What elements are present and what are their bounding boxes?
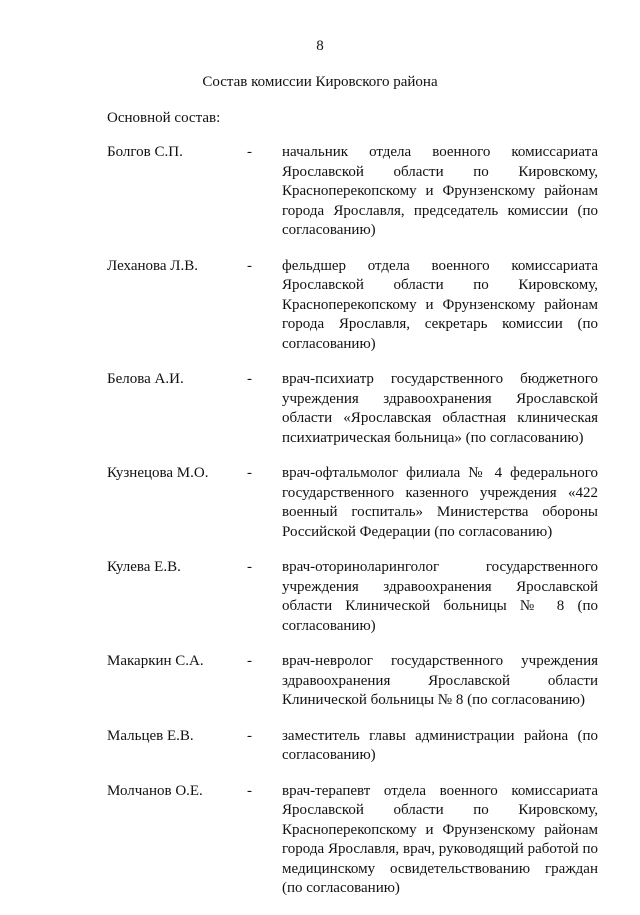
member-name: Болгов С.П.	[107, 144, 183, 160]
member-dash: -	[247, 727, 252, 744]
member-role: фельдшер отдела военного комиссариата Ярославской области по Кировскому, Красноперекопскому и Фрунзенскому районам города Ярославля, секретарь комиссии (по согласованию)	[282, 257, 598, 352]
member-dash: -	[247, 144, 252, 160]
member-row	[107, 143, 607, 241]
member-dash: -	[247, 559, 252, 575]
member-role: врач-терапевт отдела военного комиссариата Ярославской области по Кировскому, Красноперекопскому и Фрунзенскому районам города Ярославля, врач, руководящий работой по медицинскому освидетельствованию граждан (по согласованию)	[282, 782, 598, 896]
document-title: Состав комиссии Кировского района	[202, 74, 438, 90]
member-name: Молчанов О.Е.	[107, 782, 203, 799]
member-row	[107, 782, 607, 899]
member-row	[107, 652, 607, 711]
member-role: врач-невролог государственного учреждения здравоохранения Ярославской области Клинической больницы № 8 (по согласованию)	[282, 653, 598, 708]
member-row	[107, 464, 607, 542]
member-name: Кулева Е.В.	[107, 559, 181, 575]
member-dash: -	[247, 653, 252, 669]
member-list	[107, 143, 607, 915]
member-dash: -	[247, 465, 252, 481]
member-role: врач-оториноларинголог государственного учреждения здравоохранения Ярославской области Клинической больницы № 8 (по согласованию)	[282, 559, 598, 634]
member-name: Мальцев Е.В.	[107, 727, 194, 744]
member-row	[107, 727, 607, 766]
member-role: врач-психиатр государственного бюджетного учреждения здравоохранения Ярославской области «Ярославская областная клиническая психиатрическая больница» (по согласованию)	[282, 371, 598, 446]
member-name: Макаркин С.А.	[107, 653, 204, 669]
member-row	[107, 558, 607, 636]
member-role: заместитель главы администрации района (по согласованию)	[282, 727, 598, 763]
section-label: Основной состав:	[107, 110, 221, 126]
member-name: Белова А.И.	[107, 371, 184, 387]
member-dash: -	[247, 782, 252, 799]
member-role: врач-офтальмолог филиала № 4 федерального государственного казенного учреждения «422 военный госпиталь» Министерства обороны Российской Федерации (по согласованию)	[282, 465, 598, 540]
member-dash: -	[247, 371, 252, 387]
member-name: Леханова Л.В.	[107, 257, 198, 274]
member-dash: -	[247, 257, 252, 274]
member-name: Кузнецова М.О.	[107, 465, 209, 481]
member-row	[107, 370, 607, 448]
member-role: начальник отдела военного комиссариата Ярославской области по Кировскому, Красноперекопскому и Фрунзенскому районам города Ярославля, председатель комиссии (по согласованию)	[282, 144, 598, 238]
page-number: 8	[316, 38, 324, 54]
member-row	[107, 257, 607, 355]
